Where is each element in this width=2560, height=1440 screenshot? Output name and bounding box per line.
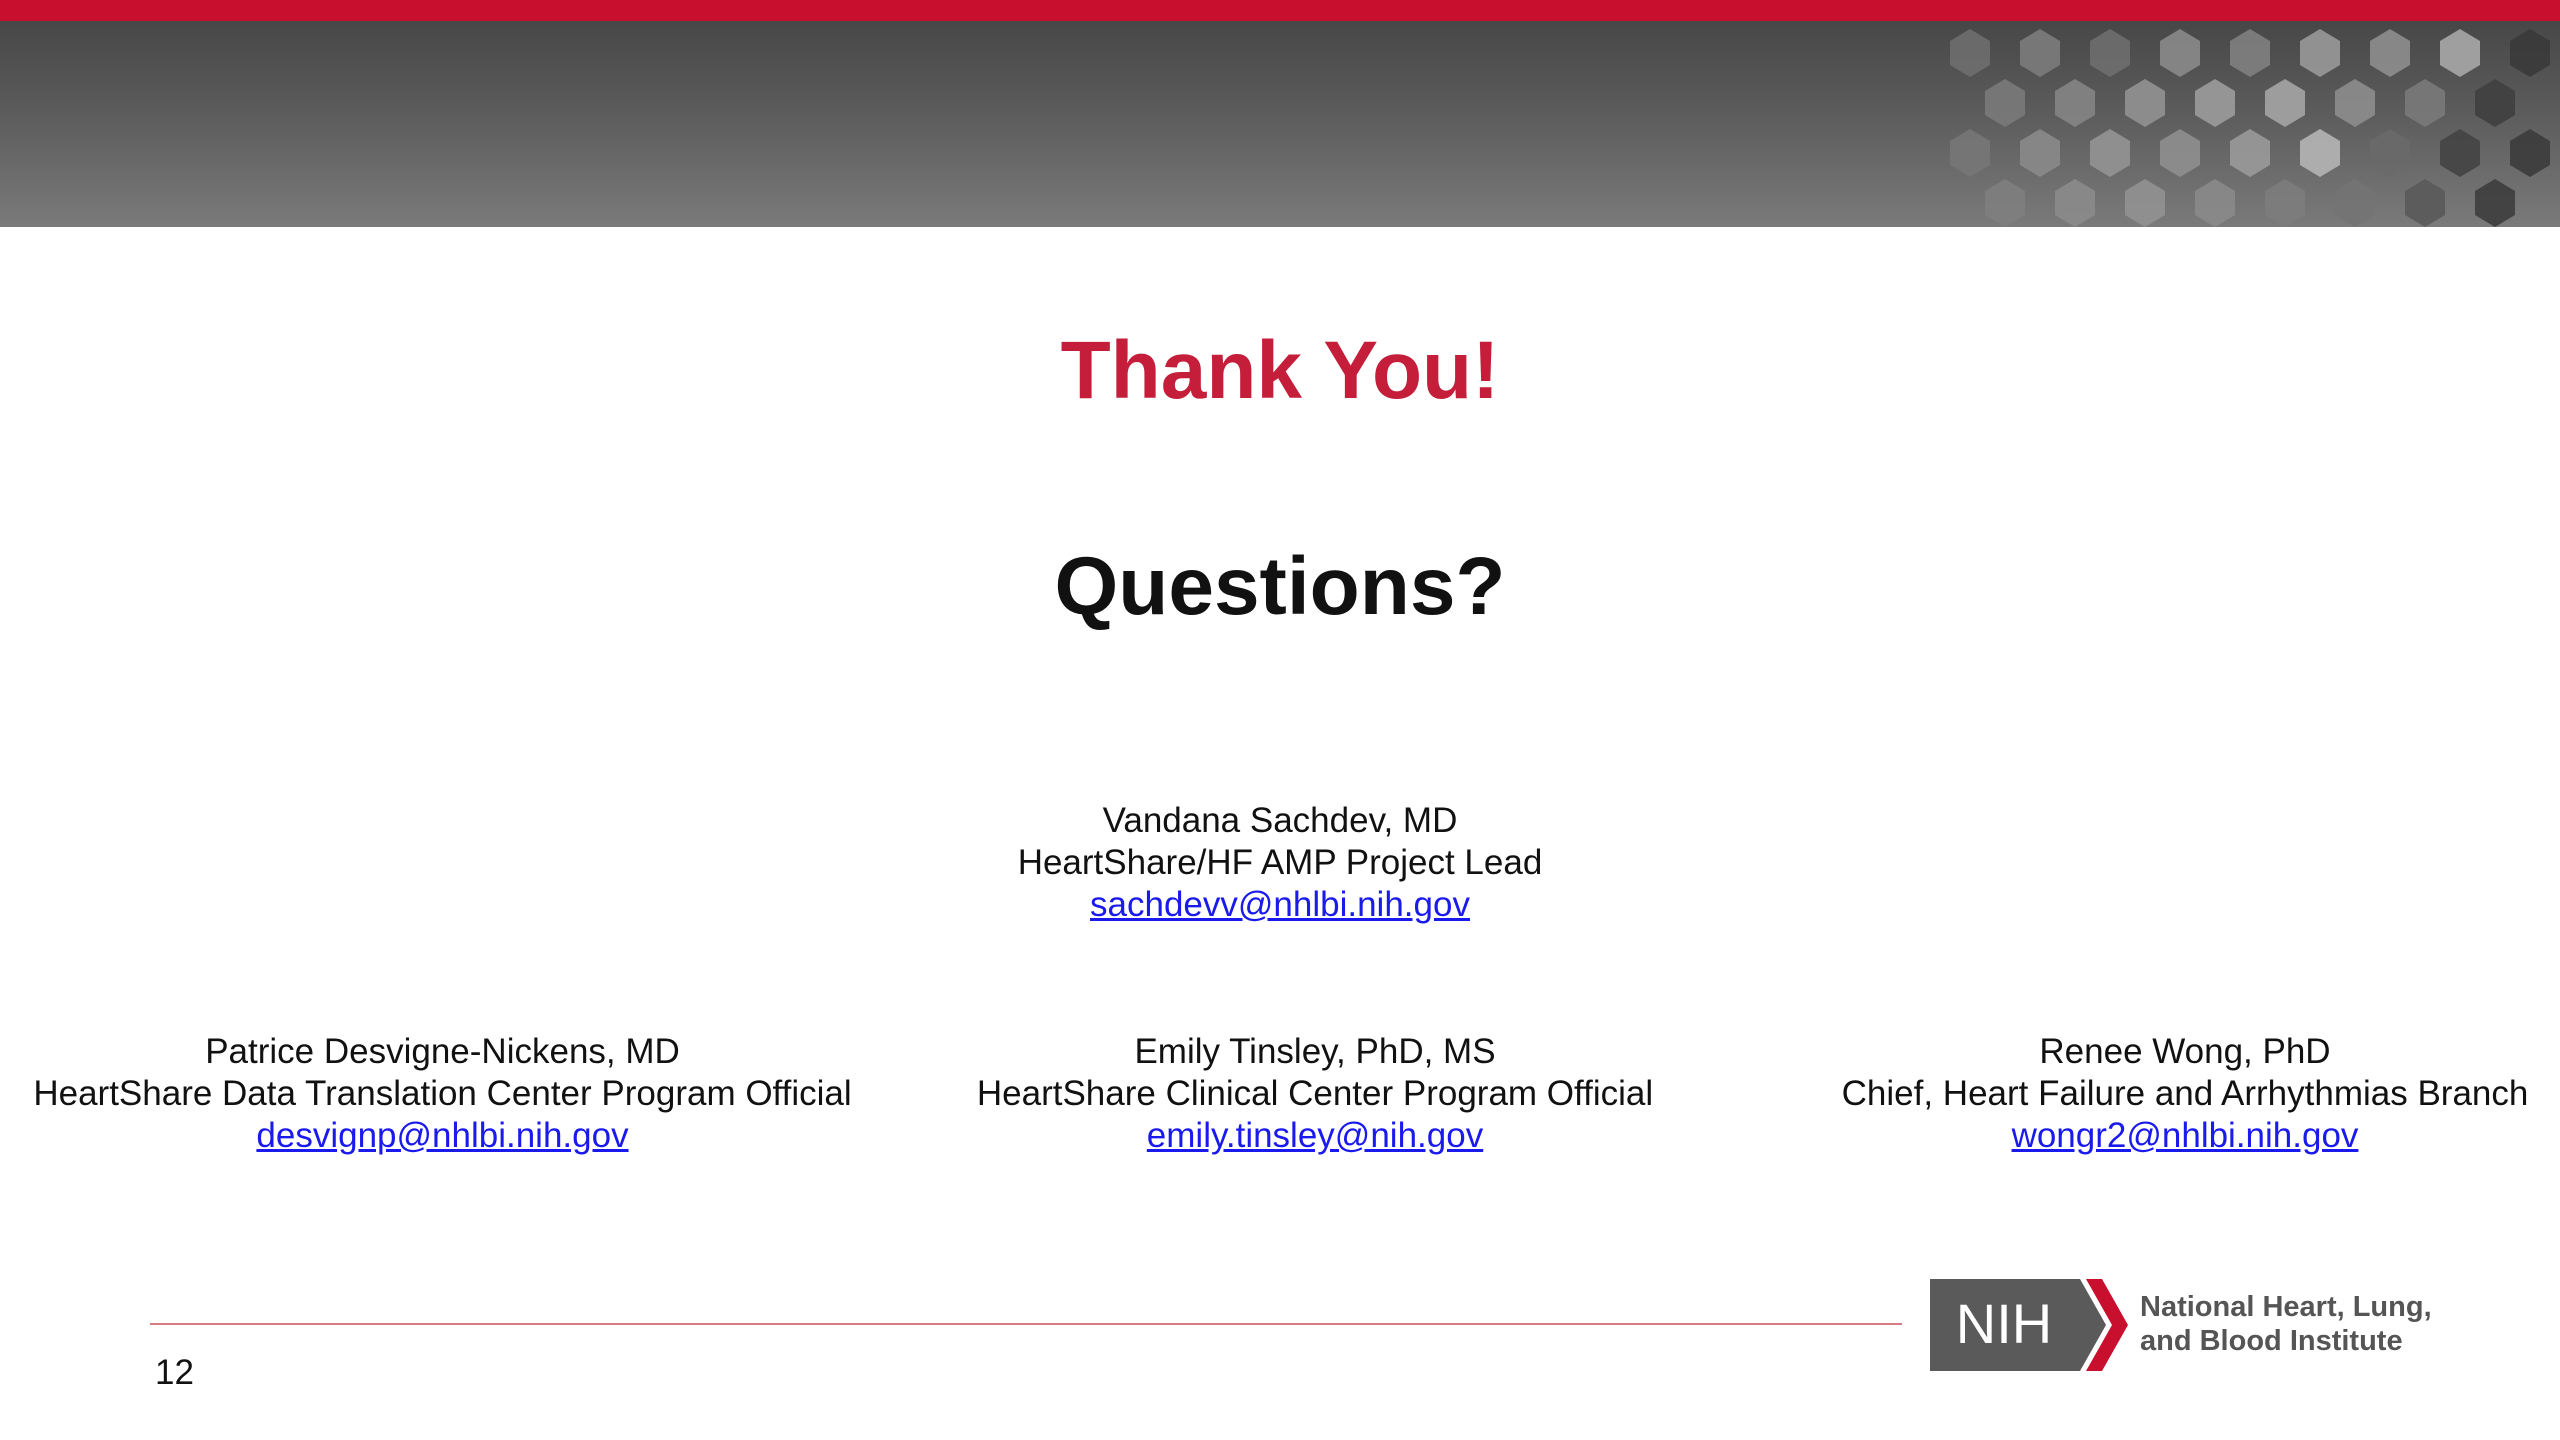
institute-name [2140, 1290, 2432, 1358]
nih-logo [1930, 1275, 2130, 1375]
institute-name-line1: National Heart, Lung, [2140, 1291, 2432, 1323]
contact-email-link[interactable]: desvignp@nhlbi.nih.gov [256, 1116, 629, 1155]
contact-name: Renee Wong, PhD [2039, 1032, 2331, 1071]
contact-block-clinical-center [955, 1031, 1675, 1157]
top-red-bar [0, 0, 2560, 21]
contact-email-link[interactable]: sachdevv@nhlbi.nih.gov [1090, 885, 1470, 924]
contact-role: HeartShare Clinical Center Program Official [976, 1074, 1654, 1113]
nih-logo-mark: NIH [1955, 1292, 2053, 1355]
contact-role: HeartShare Data Translation Center Program Official [33, 1074, 852, 1113]
institute-name-line2: and Blood Institute [2140, 1325, 2403, 1357]
contact-name: Emily Tinsley, PhD, MS [1134, 1032, 1496, 1071]
contact-role: Chief, Heart Failure and Arrhythmias Branch [1841, 1074, 2529, 1113]
contact-name: Patrice Desvigne-Nickens, MD [205, 1032, 680, 1071]
contact-block-project-lead [780, 800, 1780, 926]
page-number: 12 [155, 1353, 194, 1392]
slide-title: Thank You! [1060, 325, 1500, 416]
footer-divider [150, 1323, 1902, 1325]
slide-subtitle: Questions? [1054, 541, 1506, 632]
header-band [0, 21, 2560, 227]
contact-block-data-translation-center [20, 1031, 865, 1157]
contact-email-link[interactable]: wongr2@nhlbi.nih.gov [2011, 1116, 2359, 1155]
contact-role: HeartShare/HF AMP Project Lead [1017, 843, 1543, 882]
contact-email-link[interactable]: emily.tinsley@nih.gov [1146, 1116, 1484, 1155]
contact-name: Vandana Sachdev, MD [1102, 801, 1458, 840]
contact-block-branch-chief [1830, 1031, 2540, 1157]
hexagon-pattern-decoration [1920, 21, 2560, 227]
